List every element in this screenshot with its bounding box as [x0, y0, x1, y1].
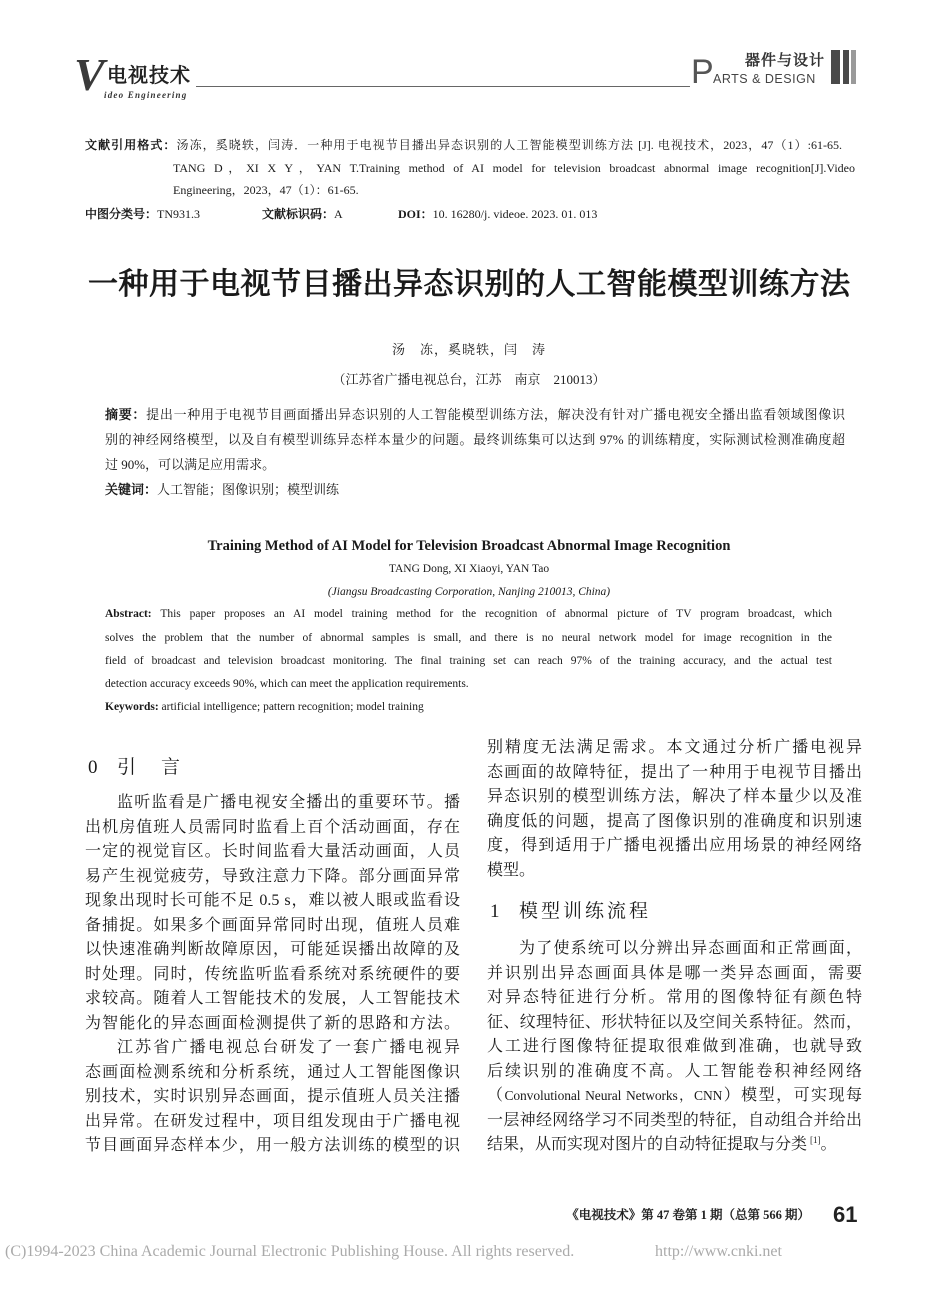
body-line: 现象出现时长可能不足 0.5 s，难以被人眼或监看设	[85, 892, 460, 909]
affiliation-en: (Jiangsu Broadcasting Corporation, Nanjing 210013, China)	[327, 586, 611, 598]
citation-line-en: TANG D，XI X Y，YAN T.Training method of AI model for television broadcast abnormal image recognition[J].Video	[173, 161, 855, 175]
body-line: 出机房值班人员需同时监看上百个活动画面，存在	[85, 818, 460, 836]
keywords-en-label: Keywords:	[105, 701, 159, 713]
cnn-term: Convolutional Neural Networks，CNN	[504, 1088, 723, 1103]
last-line-text: 结果，从而实现对图片的自动特征提取与分类	[487, 1136, 808, 1153]
abstract-cn-line	[105, 406, 845, 424]
citation-text-cn: 汤冻，奚晓轶，闫涛．一种用于电视节目播出异态识别的人工智能模型训练方法 [J]. 电视技术，2023，47（1）:61-65.	[176, 138, 842, 152]
body-line: 一层神经网络学习不同类型的特征，自动组合并给出	[487, 1111, 862, 1129]
body-line: 别技术，实时识别异态画面，提示值班人员关注播	[85, 1088, 460, 1105]
doi-label: DOI：	[398, 207, 433, 221]
journal-logo-cn: 电视技术	[107, 65, 191, 87]
document-code-value: A	[334, 207, 343, 221]
body-line: 为智能化的异态画面检测提供了新的思路和方法。	[85, 1014, 460, 1032]
section-0-number: 0	[88, 757, 98, 778]
body-line	[487, 1133, 862, 1158]
body-line: 征、纹理特征、形状特征以及空间关系特征。然而，	[487, 1013, 862, 1031]
section-1-heading: 模型训练流程	[519, 901, 652, 922]
header-bar	[851, 50, 856, 84]
abstract-cn-line: 别的神经网络模型，以及自有模型训练异态样本量少的问题。最终训练集可以达到 97% 的训练精度，实际测试检测准确度超	[105, 432, 845, 447]
last-line-end: 。	[820, 1136, 837, 1153]
page-title: 一种用于电视节目播出异态识别的人工智能模型训练方法	[88, 268, 850, 301]
body-line: 模型。	[487, 861, 536, 879]
keywords-en-text: artificial intelligence; pattern recognition; model training	[161, 701, 424, 713]
abstract-en-line: solves the problem that the number of abnormal samples is small, and there is no neural network model for image recognition in the	[105, 632, 832, 644]
section-0-heading: 引 言	[117, 757, 184, 778]
copyright-url: http://www.cnki.net	[655, 1243, 782, 1260]
reference-marker: [1]	[810, 1135, 821, 1145]
clc-number	[85, 205, 200, 223]
right-column-continuation	[487, 736, 862, 883]
body-line: 求较高。随着人工智能技术的发展，人工智能技术	[85, 990, 460, 1007]
citation-line-cn	[85, 136, 842, 154]
document-code-label: 文献标识码：	[262, 207, 335, 221]
section-1-number: 1	[490, 901, 500, 922]
affiliation-cn: （江苏省广播电视总台，江苏 南京 210013）	[332, 372, 606, 387]
header-bar	[831, 50, 840, 84]
copyright-notice: (C)1994-2023 China Academic Journal Electronic Publishing House. All rights reserved.	[5, 1243, 575, 1260]
keywords-cn	[105, 481, 845, 499]
body-line: 为了使系统可以分辨出异态画面和正常画面，	[519, 940, 862, 957]
body-line: 别精度无法满足需求。本文通过分析广播电视异	[487, 739, 862, 756]
doi-value: 10. 16280/j. videoe. 2023. 01. 013	[432, 207, 598, 221]
body-line: 节目画面异态样本少，用一般方法训练的模型的识	[85, 1137, 460, 1154]
body-line: 确度低的问题，提高了图像识别的准确度和识别速	[487, 812, 862, 830]
cnn-open-paren: （	[487, 1087, 505, 1104]
citation-line-en: Engineering，2023，47（1）：61-65.	[173, 183, 359, 197]
footer-journal-issue: 《电视技术》第 47 卷第 1 期（总第 566 期）	[566, 1208, 810, 1222]
body-line: 并识别出异态画面具体是哪一类异态画面，需要	[487, 964, 862, 982]
body-line: 态画面的故障特征，提出了一种用于电视节目播出	[487, 763, 862, 781]
body-line: 后续识别的准确度不高。人工智能卷积神经网络	[487, 1062, 862, 1080]
body-line: 监听监看是广播电视安全播出的重要环节。播	[117, 794, 460, 811]
section-name-cn: 器件与设计	[745, 52, 826, 69]
abstract-cn-line: 过 90%，可以满足应用需求。	[105, 457, 276, 472]
abstract-en-line: detection accuracy exceeds 90%, which can meet the application requirements.	[105, 678, 469, 690]
clc-label: 中图分类号：	[85, 207, 158, 221]
journal-logo-letter: V	[74, 49, 105, 100]
body-line: 态画面检测系统和分析系统，通过人工智能图像识	[85, 1063, 460, 1081]
keywords-en	[105, 698, 832, 716]
header-rule	[196, 86, 690, 87]
body-line: 对异态特征进行分析。常用的图像特征有颜色特	[487, 989, 862, 1006]
cnn-rest: ）模型，可实现每	[722, 1087, 862, 1104]
section-initial: P	[691, 53, 714, 91]
abstract-cn-label: 摘要：	[105, 407, 147, 422]
abstract-en-label: Abstract:	[105, 608, 152, 620]
left-column	[85, 791, 460, 1159]
abstract-cn-text: 提出一种用于电视节目画面播出异态识别的人工智能模型训练方法，解决没有针对广播电视安全播出监看领域图像识	[146, 407, 845, 422]
header-bar	[843, 50, 849, 84]
section-name-en: ARTS & DESIGN	[713, 72, 816, 86]
body-line: 度，得到适用于广播电视播出应用场景的神经网络	[487, 837, 862, 854]
authors-en: TANG Dong, XI Xiaoyi, YAN Tao	[388, 563, 550, 575]
authors-cn: 汤 冻，奚晓轶，闫 涛	[391, 342, 546, 357]
body-line: 异态识别的模型训练方法，解决了样本量少以及准	[487, 788, 862, 805]
body-line: 江苏省广播电视总台研发了一套广播电视异	[117, 1039, 460, 1056]
body-line: 出异常。在研发过程中，项目组发现由于广播电视	[85, 1112, 460, 1130]
body-line	[487, 1084, 862, 1109]
right-column-section-1	[487, 937, 862, 1158]
page-number: 61	[833, 1202, 858, 1227]
keywords-cn-label: 关键词：	[105, 482, 158, 497]
document-code	[262, 205, 343, 223]
title-en: Training Method of AI Model for Television Broadcast Abnormal Image Recognition	[207, 538, 731, 554]
body-line: 易产生视觉疲劳，导致注意力下降。部分画面异常	[85, 867, 460, 885]
clc-value: TN931.3	[157, 207, 201, 221]
body-line: 人工进行图像特征提取很难做到准确，也就导致	[487, 1038, 862, 1055]
body-line: 以快速准确判断故障原因，可能延误播出故障的及	[85, 941, 460, 958]
citation-label: 文献引用格式：	[85, 138, 177, 152]
abstract-en-line: field of broadcast and television broadcast monitoring. The final training set can reach 97% of the training accuracy, and the actual test	[105, 655, 832, 667]
body-line: 备捕捉。如果多个画面异常同时出现，值班人员难	[85, 916, 460, 934]
keywords-cn-text: 人工智能；图像识别；模型训练	[157, 482, 340, 497]
journal-logo-en: ideo Engineering	[104, 90, 188, 100]
body-line: 一定的视觉盲区。长时间监看大量活动画面，人员	[85, 843, 460, 860]
abstract-en-text: This paper proposes an AI model training method for the recognition of abnormal picture of TV program broadcast, which	[160, 608, 832, 620]
body-line: 时处理。同时，传统监听监看系统对系统硬件的要	[85, 965, 460, 983]
abstract-en-line	[105, 605, 832, 623]
doi	[398, 205, 597, 223]
